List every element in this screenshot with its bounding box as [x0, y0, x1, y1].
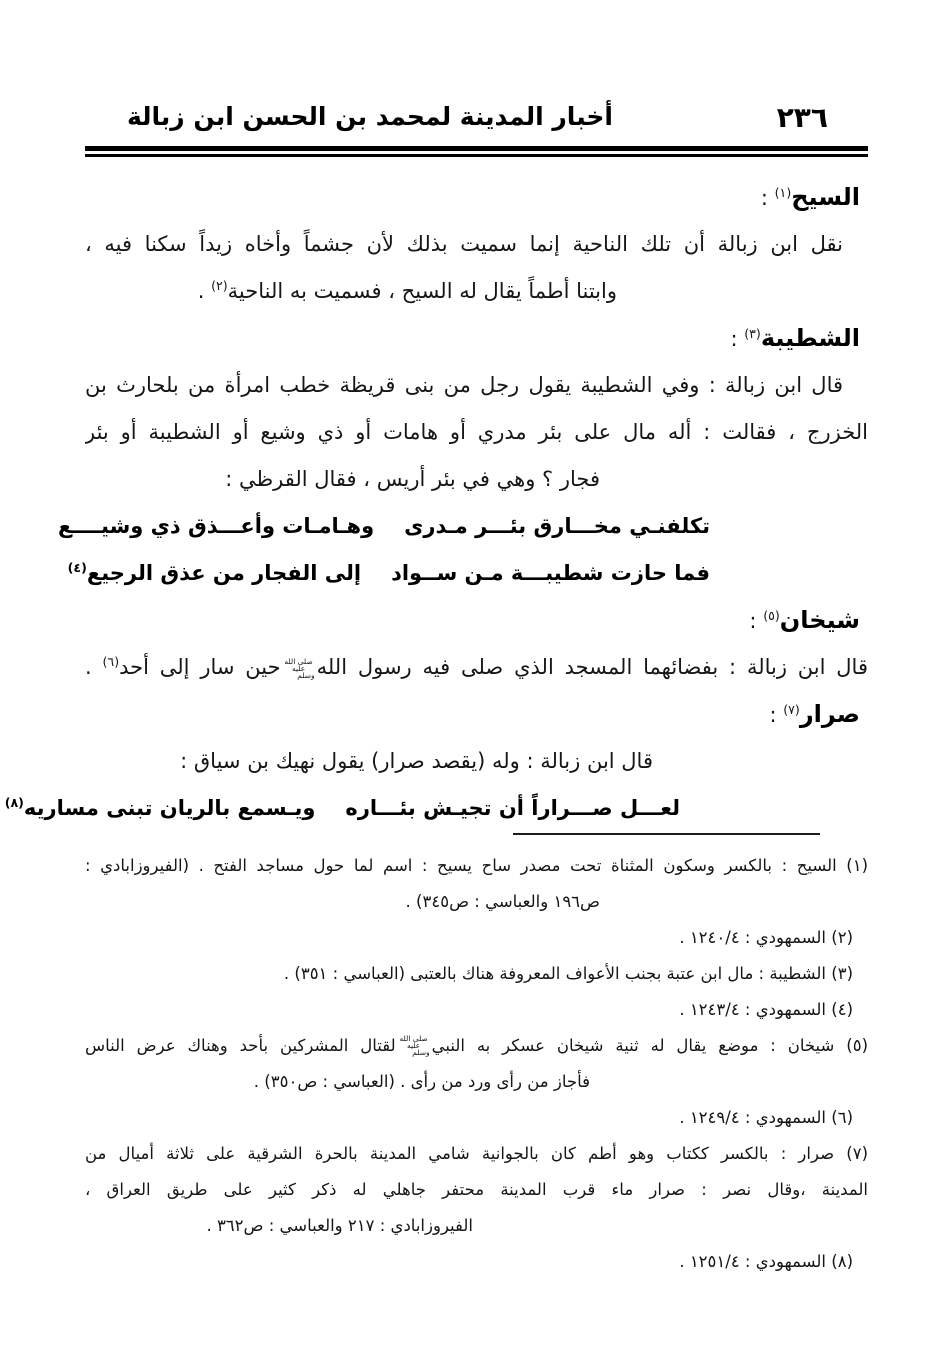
line-text: وابتنا أطماً يقال له السيح ، فسميت به الناحية: [227, 279, 617, 303]
header-rule-thin: [85, 154, 868, 157]
footnote-ref-6: (٦): [102, 654, 120, 669]
hemistich-right: تكلفنـي مخـــارق بئـــر مـدرى: [404, 514, 710, 538]
footnote-1-line-1: (١) السيح : بالكسر وسكون المثناة تحت مصدر ساح يسيح : اسم لما حول مساجد الفتح . (الفيروزابادي :: [85, 856, 868, 875]
line-period: .: [197, 279, 212, 303]
hemistich-text: ويـسمع بالريان تبنى مساريه: [23, 796, 316, 820]
heading-text: الشطيبة: [760, 324, 860, 352]
footnote-ref-8: (٨): [4, 795, 24, 810]
footnote-ref-5: (٥): [763, 608, 780, 623]
hemistich-text: إلى الفجار من عذق الرجيع: [86, 561, 362, 585]
footnote-3: (٣) الشطيبة : مال ابن عتبة بجنب الأعواف المعروفة هناك بالعتبى (العباسي : ٣٥١) .: [283, 964, 853, 983]
paragraph-line: نقل ابن زبالة أن تلك الناحية إنما سميت بذلك لأن جشماً وأخاه زيداً سكنا فيه ،: [85, 232, 843, 256]
footnote-7-line-3: الفيروزابادي : ٢١٧ والعباسي : ص٣٦٢ .: [206, 1216, 473, 1235]
footnote-5-line-2: فأجاز من رأى ورد من رأى . (العباسي : ص٣٥٠) .: [253, 1072, 590, 1091]
honorific-symbol: صلى الله عليه وسلم: [399, 1034, 430, 1057]
paragraph-line: [85, 268, 617, 315]
header-rule: [85, 146, 868, 157]
footnote-separator: [513, 833, 820, 835]
footnote-4: (٤) السمهودي : ١٢٤٣/٤ .: [679, 1000, 853, 1019]
hemistich-right: فما حازت شطيبـــة مـن ســواد: [391, 561, 710, 585]
footnote-ref-3: (٣): [744, 326, 761, 341]
footnote-text: (٥) شيخان : موضع يقال له ثنية شيخان عسكر به النبي: [431, 1036, 868, 1055]
page-header: [85, 98, 868, 142]
honorific-symbol: صلى الله عليه وسلم: [284, 657, 315, 680]
footnote-6: (٦) السمهودي : ١٢٤٩/٤ .: [679, 1108, 853, 1127]
section-heading-alsayh: [85, 174, 868, 221]
heading-text: صرار: [799, 700, 860, 728]
footnote-7-line-1: (٧) صرار : بالكسر ككتاب وهو أطم كان بالجوانية شامي المدينة بالحرة الشرقية على ثلاثة أميال من: [85, 1144, 868, 1163]
hemistich-left: وهـامـات وأعـــذق ذي وشيــــع: [57, 514, 375, 538]
page-body: [4, 174, 868, 832]
section-heading-alshatiba: [85, 315, 868, 362]
footnotes-block: [85, 848, 868, 1280]
header-rule-thick: [85, 146, 868, 151]
heading-colon: :: [760, 186, 775, 210]
footnote-ref-4: (٤): [67, 560, 87, 575]
footnote-5-line-1: [85, 1028, 868, 1064]
line-period: .: [85, 655, 103, 679]
verse-line: [57, 503, 710, 550]
footnote-ref-7: (٧): [783, 702, 800, 717]
paragraph-line: قال ابن زبالة : وفي الشطيبة يقول رجل من بنى قريظة خطب امرأة من بلحارث بن: [85, 373, 843, 397]
hemistich-right: لعـــل صـــراراً أن تجيـش بئـــاره: [345, 796, 680, 820]
book-title: أخبار المدينة لمحمد بن الحسن ابن زبالة: [126, 102, 613, 131]
paragraph-line: [85, 644, 868, 691]
verse-line: [4, 785, 680, 832]
heading-text: شيخان: [779, 606, 860, 634]
verse-line: [67, 550, 710, 597]
footnote-ref-2: (٢): [211, 278, 228, 293]
heading-colon: :: [730, 327, 745, 351]
section-heading-sirar: [85, 691, 868, 738]
footnote-text: لقتال المشركين بأحد وهناك عرض الناس: [85, 1036, 396, 1055]
paragraph-line: الخزرج ، فقالت : أله مال على بئر مدري أو هامات أو ذي وشيع أو الشطيبة أو بئر: [85, 420, 868, 444]
footnote-2: (٢) السمهودي : ١٢٤٠/٤ .: [679, 928, 853, 947]
footnote-7-line-2: المدينة ،وقال نصر : صرار ماء قرب المدينة محتفر جاهلي له ذكر كثير على طريق العراق ،: [85, 1180, 868, 1199]
paragraph-line: قال ابن زبالة : وله (يقصد صرار) يقول نهيك بن سياق :: [180, 749, 653, 773]
heading-colon: :: [749, 609, 764, 633]
line-text: حين سار إلى أحد: [119, 655, 281, 679]
footnote-ref-1: (١): [774, 185, 792, 200]
line-text: قال ابن زبالة : بفضائهما المسجد الذي صلى فيه رسول الله: [316, 655, 868, 679]
section-heading-shaykhan: [85, 597, 868, 644]
paragraph-line: فجار ؟ وهي في بئر أريس ، فقال القرظي :: [225, 467, 600, 491]
hemistich-left: [68, 550, 361, 597]
heading-text: السيح: [791, 183, 860, 211]
heading-colon: :: [769, 703, 784, 727]
page-number: ٢٣٦: [776, 101, 828, 134]
footnote-1-line-2: ص١٩٦ والعباسي : ص٣٤٥) .: [405, 892, 600, 911]
hemistich-left: [5, 785, 316, 832]
footnote-8: (٨) السمهودي : ١٢٥١/٤ .: [679, 1252, 853, 1271]
